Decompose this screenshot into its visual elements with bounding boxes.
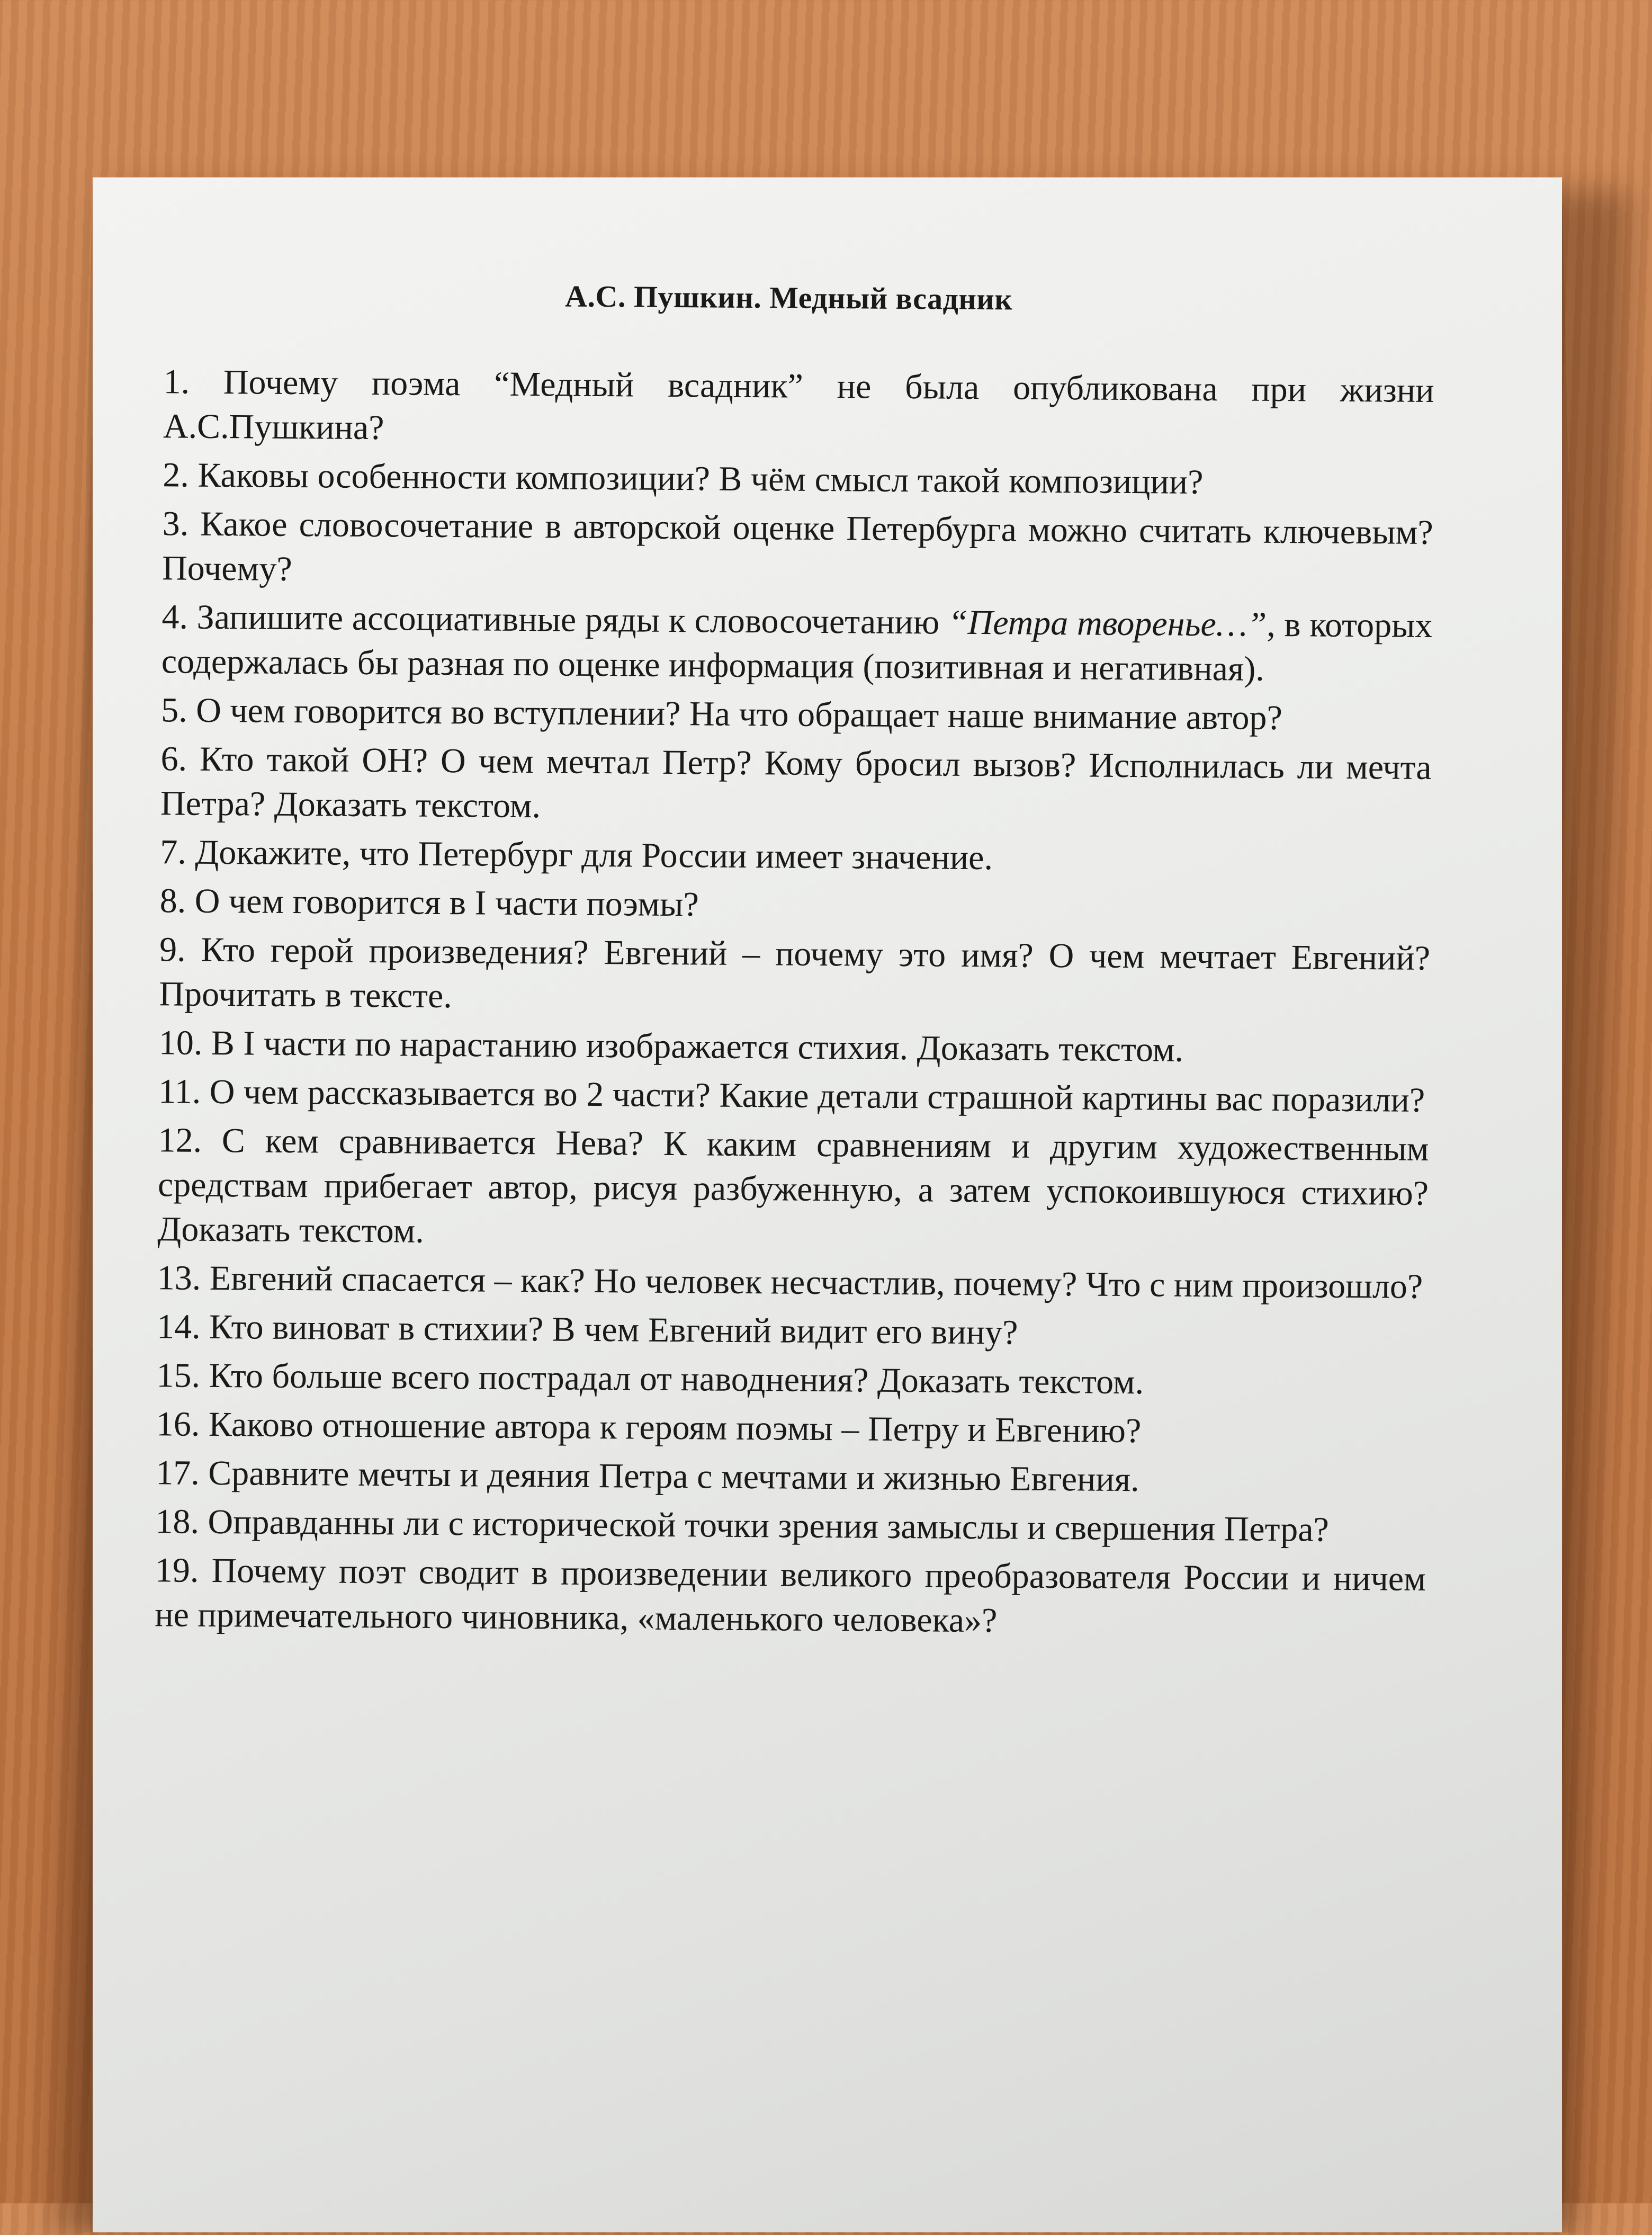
question-14: 14. Кто виноват в стихии? В чем Евгений видит его вину? <box>156 1307 1018 1352</box>
question-7: 7. Докажите, что Петербург для России имеет значение. <box>160 833 993 878</box>
question-1: 1. Почему поэма “Медный всадник” не была опубликована при жизни А.С.Пушкина? <box>163 362 1434 448</box>
question-3: 3. Какое словосочетание в авторской оценке Петербурга можно считать ключевым? Почему? <box>161 504 1433 588</box>
question-18: 18. Оправданны ли с исторической точки зрения замыслы и свершения Петра? <box>155 1502 1330 1549</box>
question-4-quote: “Петра творенье…” <box>948 603 1267 644</box>
question-19: 19. Почему поэт сводит в произведении великого преобразователя России и ничем не примечательного чиновника, «маленького человека»? <box>155 1551 1426 1640</box>
question-11: 11. О чем рассказывается во 2 части? Какие детали страшной картины вас поразили? <box>158 1072 1425 1120</box>
question-8: 8. О чем говорится в I части поэмы? <box>159 881 699 924</box>
question-13: 13. Евгений спасается – как? Но человек несчастлив, почему? Что с ним произошло? <box>157 1258 1423 1306</box>
question-17: 17. Сравните мечты и деяния Петра с мечтами и жизнью Евгения. <box>155 1453 1139 1499</box>
document-content <box>133 275 1435 1650</box>
question-2: 2. Каковы особенности композиции? В чём смысл такой композиции? <box>163 455 1204 502</box>
question-4-text-before: 4. Запишите ассоциативные ряды к словосочетанию <box>161 597 949 642</box>
question-list <box>133 360 1434 1646</box>
question-4-text-after: , в которых содержалась бы разная по оценке информация (позитивная и негативная). <box>161 605 1433 689</box>
question-6: 6. Кто такой ОН? О чем мечтал Петр? Кому бросил вызов? Исполнилась ли мечта Петра? Доказать текстом. <box>160 739 1432 826</box>
question-12: 12. С кем сравнивается Нева? К каким сравнениям и другим художественным средствам прибегает автор, рисуя разбуженную, а затем успокоившуюся стихию? Доказать текстом. <box>157 1121 1429 1250</box>
document-title: А.С. Пушкин. Медный всадник <box>564 279 1013 317</box>
question-16: 16. Каково отношение автора к героям поэмы – Петру и Евгению? <box>156 1405 1142 1451</box>
question-5: 5. О чем говорится во вступлении? На что обращает наше внимание автор? <box>161 691 1283 738</box>
question-9: 9. Кто герой произведения? Евгений – почему это имя? О чем мечтает Евгений? Прочитать в тексте. <box>159 930 1431 1016</box>
question-4 <box>140 595 1433 693</box>
question-15: 15. Кто больше всего пострадал от наводнения? Доказать текстом. <box>156 1356 1144 1402</box>
question-10: 10. В I части по нарастанию изображается стихия. Доказать текстом. <box>158 1023 1184 1069</box>
